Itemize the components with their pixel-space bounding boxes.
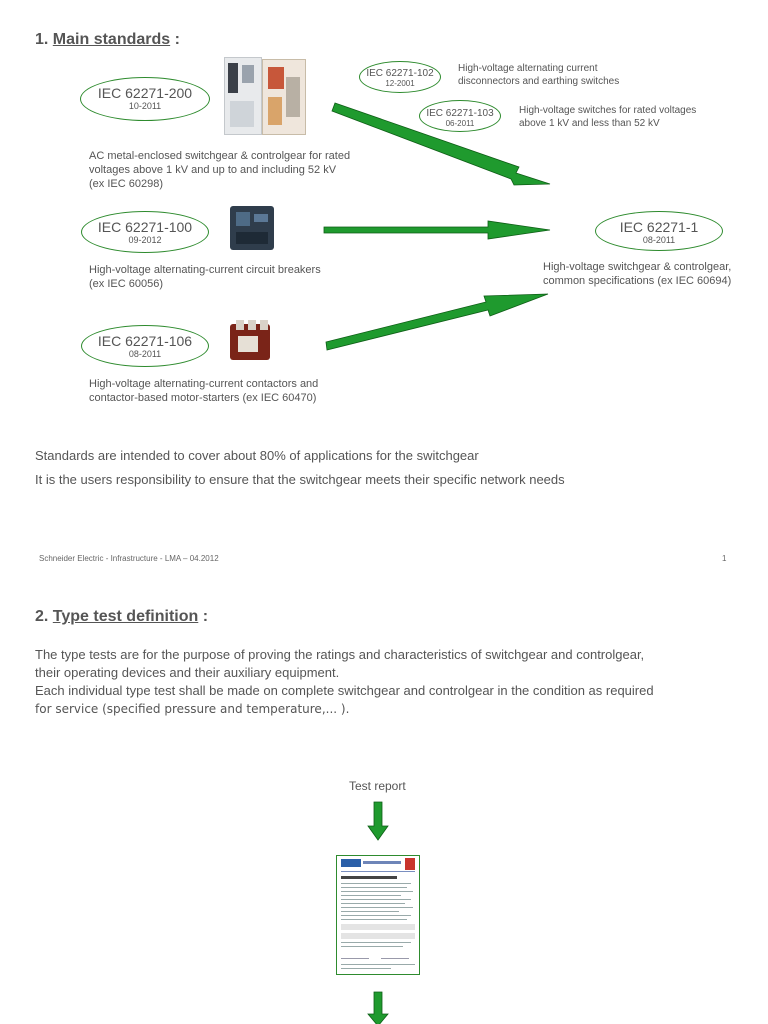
standard-desc-106 — [89, 377, 318, 405]
test-report-label: Test report — [349, 779, 406, 793]
type-test-line4: for service (specified pressure and temperature,... ). — [35, 702, 350, 716]
type-test-line2: their operating devices and their auxiliary equipment. — [35, 665, 340, 680]
standard-code-106: IEC 62271-106 — [97, 333, 193, 349]
section2-number: 2. — [35, 608, 49, 625]
section1-number: 1. — [35, 31, 49, 48]
standard-code-100: IEC 62271-100 — [97, 219, 193, 235]
standard-oval-100 — [81, 211, 209, 253]
standard-desc-102-line2: disconnectors and earthing switches — [458, 76, 620, 87]
standard-desc-100-line2: (ex IEC 60056) — [89, 278, 163, 290]
standard-date-100: 09-2012 — [128, 235, 162, 245]
standard-oval-1 — [595, 211, 723, 251]
standard-code-103: IEC 62271-103 — [426, 108, 494, 119]
arrow-100-to-1 — [324, 221, 550, 239]
section2-title: Type test definition — [52, 608, 199, 625]
standard-date-103: 06-2011 — [445, 119, 475, 128]
standard-desc-103-line1: High-voltage switches for rated voltages — [519, 105, 697, 116]
standard-desc-1-line2: common specifications (ex IEC 60694) — [543, 275, 732, 287]
standard-oval-200 — [80, 77, 210, 121]
type-test-paragraph — [35, 646, 765, 718]
standard-desc-200-line2: voltages above 1 kV and up to and including 52 kV — [89, 164, 337, 176]
standard-desc-200-line3: (ex IEC 60298) — [89, 178, 163, 190]
standard-desc-106-line2: contactor-based motor-starters (ex IEC 60470) — [89, 392, 317, 404]
standard-code-102: IEC 62271-102 — [366, 68, 434, 79]
arrow-down-1 — [368, 802, 388, 840]
contactor-image — [226, 318, 274, 364]
standard-desc-1 — [543, 260, 731, 288]
standard-desc-100 — [89, 263, 321, 291]
arrow-down-2 — [368, 992, 388, 1024]
standard-desc-102-line1: High-voltage alternating current — [458, 63, 598, 74]
standard-date-1: 08-2011 — [642, 235, 676, 245]
standard-oval-102 — [359, 61, 441, 93]
arrow-106-to-1 — [326, 294, 548, 350]
note-responsibility: It is the users responsibility to ensure that the switchgear meets their specific network needs — [35, 472, 565, 487]
switchgear-image — [224, 57, 306, 133]
type-test-line1: The type tests are for the purpose of proving the ratings and characteristics of switchgear and controlgear, — [35, 647, 645, 662]
standard-date-200: 10-2011 — [128, 101, 162, 111]
section2-suffix: : — [202, 608, 209, 625]
test-report-document — [336, 855, 420, 975]
standard-oval-103 — [419, 100, 501, 132]
standard-oval-106 — [81, 325, 209, 367]
standard-desc-106-line1: High-voltage alternating-current contactors and — [89, 378, 319, 390]
standard-desc-102 — [458, 62, 619, 88]
standard-desc-200 — [89, 149, 350, 191]
standard-code-200: IEC 62271-200 — [97, 85, 193, 101]
standard-date-102: 12-2001 — [385, 79, 415, 88]
footer-text: Schneider Electric - Infrastructure - LMA – 04.2012 — [39, 554, 219, 563]
standard-desc-1-line1: High-voltage switchgear & controlgear, — [543, 261, 732, 273]
standard-desc-103-line2: above 1 kV and less than 52 kV — [519, 118, 660, 129]
type-test-line3: Each individual type test shall be made on complete switchgear and controlgear in the condition as required — [35, 683, 654, 698]
section1-title: Main standards — [52, 31, 171, 48]
standard-desc-103 — [519, 104, 696, 130]
page-number: 1 — [722, 554, 727, 563]
standard-date-106: 08-2011 — [128, 349, 162, 359]
standard-code-1: IEC 62271-1 — [619, 219, 699, 235]
section2-heading — [35, 608, 208, 626]
standard-desc-100-line1: High-voltage alternating-current circuit breakers — [89, 264, 321, 276]
note-coverage: Standards are intended to cover about 80% of applications for the switchgear — [35, 448, 479, 463]
circuit-breaker-image — [228, 204, 276, 252]
section1-suffix: : — [174, 31, 180, 48]
standard-desc-200-line1: AC metal-enclosed switchgear & controlgear for rated — [89, 150, 351, 162]
